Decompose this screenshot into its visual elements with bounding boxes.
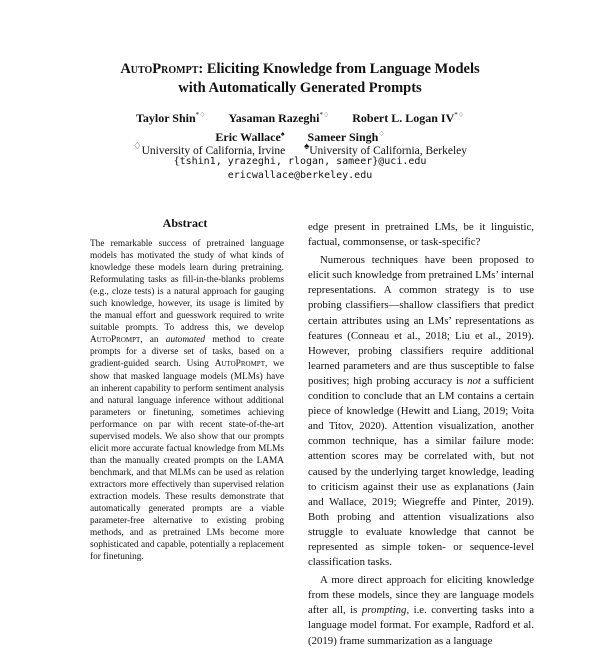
author: Robert L. Logan IV*♢ — [352, 111, 465, 125]
title-line1: : Eliciting Knowledge from Language Models — [198, 61, 480, 77]
abstract-body: The remarkable success of pretrained language models has motivated the study of what kinds of knowledge these models learn during pretraining. Reformulating tasks as fill-in-the-blanks problems (e.g., cloze tests) is a natural approach for gauging such knowledge, however, its usage is limited by the manual effort and guesswork required to write suitable prompts. To address this, we develop AutoPrompt, an automated method to create prompts for a diverse set of tasks, based on a gradient-guided search. Using AutoPrompt, we show that masked language models (MLMs) have an inherent capability to perform sentiment analysis and natural language inference without additional parameters or finetuning, sometimes achieving performance on par with recent state-of-the-art supervised models. We also show that our prompts elicit more accurate factual knowledge from MLMs than the manually created prompts on the LAMA benchmark, and that MLMs can be used as relation extractors more effectively than supervised relation extraction models. These results demonstrate that automatically generated prompts are a viable parameter-free alternative to existing probing methods, and as pretrained LMs become more sophisticated and capable, potentially a replacement for finetuning. — [90, 239, 284, 563]
email-line: {tshin1, yrazeghi, rlogan, sameer}@uci.edu — [173, 156, 427, 167]
title-system-name: AutoPrompt — [120, 61, 199, 77]
title-line2: with Automatically Generated Prompts — [178, 80, 422, 96]
affiliation: ♢University of California, Irvine — [132, 141, 286, 157]
affiliation: ♠University of California, Berkeley — [304, 141, 468, 157]
paper-title — [60, 60, 540, 98]
abstract-heading: Abstract — [162, 216, 208, 230]
body-column-right — [308, 220, 534, 652]
paragraph: edge present in pretrained LMs, be it linguistic, factual, commonsense, or task-specific? — [308, 221, 534, 249]
paragraph: Numerous techniques have been proposed to elicit such knowledge from pretrained LMs’ internal representations. A common strategy is to use probing classifiers—shallow classifiers that predict certain attributes using an LMs’ representations as features (Conneau et al., 2018; Liu et al., 2019). However, probing classifiers require additional learned parameters and are thus susceptible to false positives; high probing accuracy is not a sufficient condition to conclude that an LM contains a certain piece of knowledge (Hewitt and Liang, 2019; Voita and Titov, 2020). Attention visualization, another common technique, has a similar failure mode: attention scores may be correlated with, but not caused by the underlying target knowledge, leading to criticism against their use as explanations (Jain and Wallace, 2019; Wiegreffe and Pinter, 2019). Both probing and attention visualizations also struggle to evaluate knowledge that cannot be represented as simple token- or sequence-level classification tasks. — [308, 254, 534, 569]
author: Eric Wallace♠ — [215, 130, 285, 144]
email-line: ericwallace@berkeley.edu — [227, 170, 373, 181]
author: Yasaman Razeghi*♢ — [228, 111, 330, 125]
paragraph: A more direct approach for eliciting knowledge from these models, since they are language models after all, is prompting, i.e. converting tasks into a language model format. For example, Radford et al. (2019) frame summarization as a language — [308, 574, 534, 647]
author: Taylor Shin*♢ — [135, 111, 206, 125]
author: Sameer Singh♢ — [307, 130, 385, 144]
